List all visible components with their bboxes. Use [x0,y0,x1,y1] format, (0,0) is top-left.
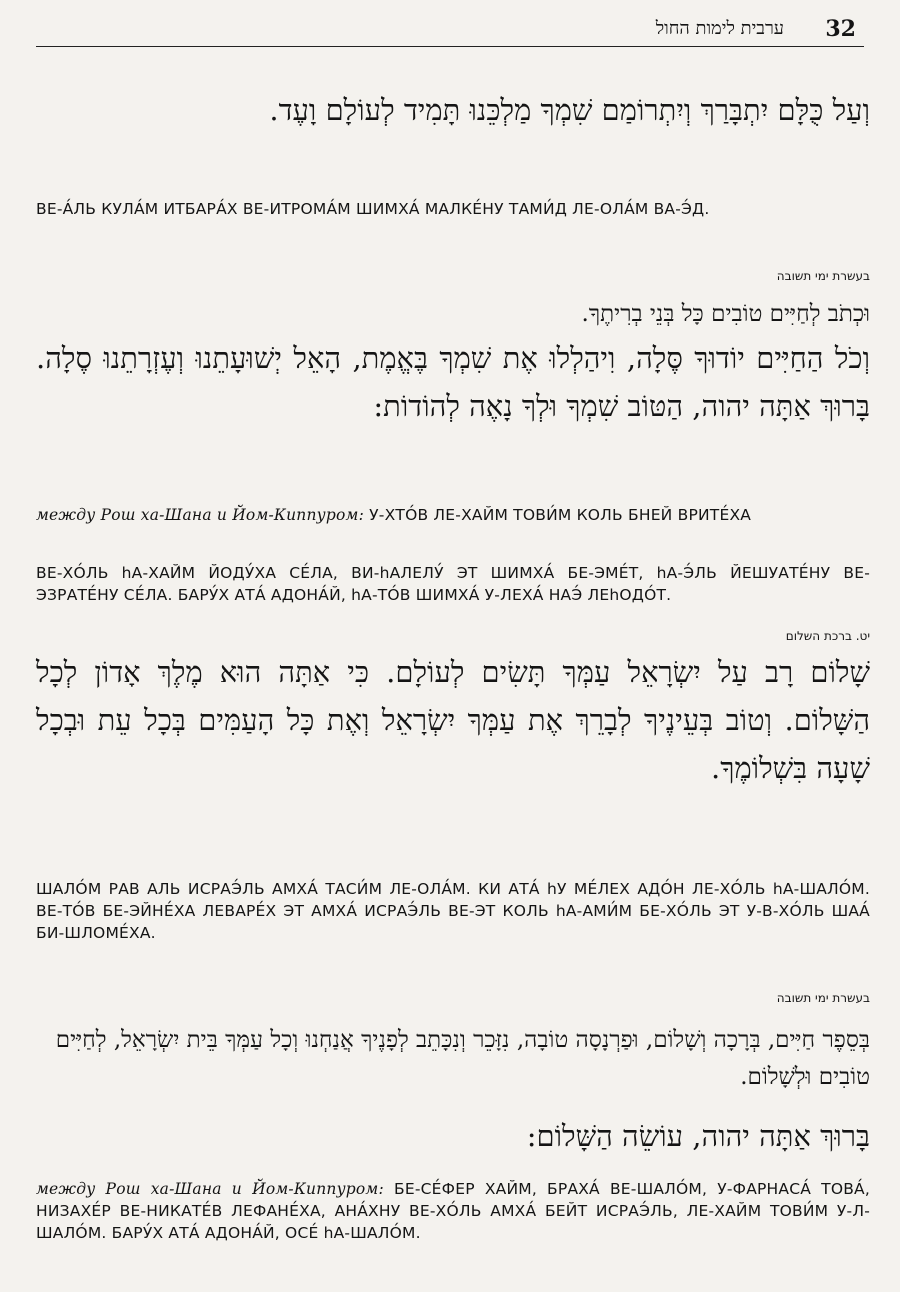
running-title: ערבית לימות החול [655,18,784,39]
rubric-ten-days-2: בעשרת ימי תשובה [776,991,870,1005]
transliteration-ten-days-2 [36,1178,870,1244]
page-number: 32 [825,16,856,42]
rubric-label-1: между Рош ха-Шана и Йом-Киппуром: [36,506,364,524]
hebrew-insert-ten-days-2: בְּסֵפֶר חַיִּים, בְּרָכָה וְשָׁלוֹם, וּפַרְנָסָה טוֹבָה, נִזָּכֵר וְנִכָּתֵב לְפָנֶיךָ אֲנַחְנוּ וְכָל עַמְּךָ בֵּית יִשְׂרָאֵל, לְחַיִּים טוֹבִים וּלְשָׁלוֹם. [55,1027,870,1090]
hebrew-insert-ten-days-1: וּכְתֹב לְחַיִּים טוֹבִים כָּל בְּנֵי בְרִיתֶךָ. [581,301,870,327]
page-header [36,14,864,47]
transliteration-paragraph-3: ШАЛО́М РАВ АЛЬ ИСРАЭ́ЛЬ АМХА́ ТАСИ́М ЛЕ-ОЛА́М. КИ АТА́ hУ МЕ́ЛЕХ АДО́Н ЛЕ-ХО́ЛЬ hА-ШАЛО́М. ВЕ-ТО́В БЕ-ЭЙНЕ́ХА ЛЕВАРЕ́Х ЭТ АМХА́ ИСРАЭ́ЛЬ ВЕ-ЭТ КОЛЬ hА-АМИ́М БЕ-ХО́ЛЬ ЭТ У-В-ХО́ЛЬ ШАА́ БИ-ШЛОМЕ́ХА. [36,880,870,942]
rubric-ten-days-1: בעשרת ימי תשובה [776,269,870,283]
transliteration-insert-1: У-ХТО́В ЛЕ-ХАЙМ ТОВИ́М КОЛЬ БНЕЙ ВРИТЕ́ХА [369,506,752,524]
hebrew-paragraph-3: שָׁלוֹם רָב עַל יִשְׂרָאֵל עַמְּךָ תָּשִׂים לְעוֹלָם. כִּי אַתָּה הוּא מֶלֶךְ אָדוֹן לְכָל הַשָּׁלוֹם. וְטוֹב בְּעֵינֶיךָ לְבָרֵךְ אֶת עַמְּךָ יִשְׂרָאֵל וְאֶת כָּל הָעַמִּים בְּכָל עֵת וּבְכָל שָׁעָה בִּשְׁלוֹמֶךָ. [36,655,870,785]
transliteration-paragraph-2: ВЕ-ХО́ЛЬ hА-ХАЙ́М ЙОДУ́ХА СЕ́ЛА, ВИ-hАЛЕЛУ́ ЭТ ШИМХА́ БЕ-ЭМЕ́Т, hА-Э́ЛЬ ЙЕШУАТЕ́НУ ВЕ-ЭЗРАТЕ́НУ СЕ́ЛА. БАРУ́Х АТА́ АДОНА́Й, hА-ТО́В ШИМХА́ У-ЛЕХА́ НАЭ́ ЛЕhОДО́Т. [36,564,870,604]
hebrew-closing-blessing: בָּרוּךְ אַתָּה יהוה, עוֹשֵׂה הַשָּׁלוֹם: [526,1119,870,1153]
transliteration-insert-2: БЕ-СЕ́ФЕР ХАЙМ, БРАХА́ ВЕ-ШАЛО́М, У-ФАРНАСА́ ТОВА́, НИЗАХЕ́Р ВЕ-НИКАТЕ́В ЛЕФАНЕ́ХА, АНА́ХНУ ВЕ-ХО́ЛЬ АМХА́ БЕЙТ ИСРАЭ́ЛЬ, ЛЕ-ХАЙМ ТОВИ́М У-Л-ШАЛО́М. БАРУ́Х АТА́ АДОНА́Й, ОСЕ́ hА-ШАЛО́М. [36,1180,870,1242]
hebrew-paragraph-1: וְעַל כֻּלָּם יִתְבָּרַךְ וְיִתְרוֹמַם שִׁמְךָ מַלְכֵּנוּ תָּמִיד לְעוֹלָם וָעֶד. [269,93,870,127]
transliteration-paragraph-1: ВЕ-А́ЛЬ КУЛА́М ИТБАРА́Х ВЕ-ИТРОМА́М ШИМХА́ МАЛКЕ́НУ ТАМИ́Д ЛЕ-ОЛА́М ВА-Э́Д. [36,200,710,218]
hebrew-paragraph-2: וְכֹל הַחַיִּים יוֹדוּךָ סֶּלָה, וִיהַלְלוּ אֶת שִׁמְךָ בֶּאֱמֶת, הָאֵל יְשׁוּעָתֵנוּ וְעֶזְרָתֵנוּ סֶלָה. בָּרוּךְ אַתָּה יהוה, הַטּוֹב שִׁמְךָ וּלְךָ נָאֶה לְהוֹדוֹת: [36,341,870,423]
transliteration-ten-days-1 [36,504,870,526]
rubric-label-2: между Рош ха-Шана и Йом-Киппуром: [36,1180,384,1198]
section-title-peace-blessing: יט. ברכת השלום [785,629,870,643]
